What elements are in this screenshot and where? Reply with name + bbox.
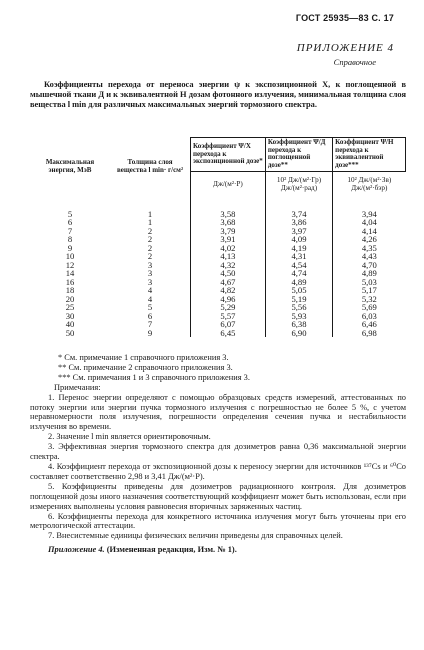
table-cell: 4,43 — [333, 252, 406, 261]
table-cell: 5,03 — [333, 278, 406, 287]
table-cell: 4,09 — [265, 235, 332, 244]
table-cell: 4,54 — [265, 261, 332, 270]
table-cell: 25 — [65, 302, 75, 313]
table-row — [30, 278, 406, 287]
table-cell: 6,38 — [265, 320, 332, 329]
table-cell: 2 — [147, 225, 153, 236]
table-cell: 3,94 — [333, 197, 406, 219]
table-cell: 2 — [147, 251, 153, 262]
table-cell: 4,96 — [191, 295, 266, 304]
table-cell: 8 — [67, 234, 73, 245]
notes-header: Примечания: — [54, 382, 101, 392]
table-cell: 3 — [147, 276, 153, 287]
table-cell: 2 — [147, 234, 153, 245]
table-cell: 7 — [147, 319, 153, 330]
table-cell: 3,97 — [265, 227, 332, 236]
table-cell: 6 — [67, 217, 73, 228]
table-row — [30, 235, 406, 244]
table-cell: 5,17 — [333, 286, 406, 295]
header-coef-exposure: Коэффициент Ψ/X перехода к экспозиционной дозе* — [191, 138, 266, 172]
coefficients-table — [30, 137, 406, 337]
table-cell: 4,70 — [333, 261, 406, 270]
amendment-note — [30, 545, 406, 555]
note-item: 1. Перенос энергии определяют с помощью образцовых средств измерений, аттестованных по потоку энергии или энергии пучка тормозного излучения с погрешностью не более 5 %, с учетом неравномерности поля излучения, погрешности определения сечения пучка и нестабильности излучения во времени. — [30, 392, 406, 432]
table-row — [30, 303, 406, 312]
table-cell: 50 — [65, 327, 75, 338]
table-cell: 16 — [65, 276, 75, 287]
note-item: 2. Значение l min является ориентировочным. — [48, 432, 211, 442]
table-cell: 4,89 — [333, 269, 406, 278]
table-row — [30, 329, 406, 338]
table-cell: 3,79 — [191, 227, 266, 236]
note-item: 3. Эффективная энергия тормозного спектра для дозиметров равна 0,36 максимальной энергии спектра. — [30, 442, 406, 462]
table-row — [30, 244, 406, 253]
standard-header: ГОСТ 25935—83 С. 17 — [295, 13, 394, 23]
table-cell: 3 — [147, 259, 153, 270]
table-cell: 4,19 — [265, 244, 332, 253]
table-cell: 3,91 — [191, 235, 266, 244]
unit-exposure: Дж/(м²·Р) — [191, 171, 266, 196]
table-cell: 5 — [67, 208, 73, 219]
table-cell: 4,35 — [333, 244, 406, 253]
table-cell: 1 — [147, 217, 153, 228]
table-cell: 9 — [147, 327, 153, 338]
table-cell: 4,13 — [191, 252, 266, 261]
intro-text: Коэффициенты перехода от переноса энергии ψ к экспозиционной X, к поглощенной в мышечной ткани Д и к эквивалентной H дозам фотонного излучения, минимальная толщина слоя вещества l min для различных максимальных энергий тормозного спектра. — [30, 80, 406, 109]
table-cell: 4 — [147, 293, 153, 304]
table-cell: 18 — [65, 285, 75, 296]
table-cell: 4,26 — [333, 235, 406, 244]
note-item: 5. Коэффициенты приведены для дозиметров радиационного контроля. Для дозиметров поглощенной дозы иного назначения соответствующий коэффициент может быть использован, если при измерениях выполнены условия равновесия вторичных заряженных частиц. — [30, 481, 406, 511]
table-cell: 3,68 — [191, 218, 266, 227]
table-cell: 5,69 — [333, 303, 406, 312]
table-cell: 5,32 — [333, 295, 406, 304]
table-cell: 5,57 — [191, 312, 266, 321]
table-cell: 2 — [147, 242, 153, 253]
table-cell: 40 — [65, 319, 75, 330]
header-layer-thickness: Толщина слоя вещества l min· г/см² — [116, 158, 184, 175]
table-cell: 5,93 — [265, 312, 332, 321]
table-cell: 6,46 — [333, 320, 406, 329]
table-cell: 5 — [147, 302, 153, 313]
table-cell: 6,98 — [333, 329, 406, 338]
note-item: 7. Внесистемные единицы физических величин приведены для справочных целей. — [48, 531, 343, 541]
table-row — [30, 227, 406, 236]
table-cell: 9 — [67, 242, 73, 253]
table-cell: 4,50 — [191, 269, 266, 278]
table-cell: 14 — [65, 268, 75, 279]
table-cell: 30 — [65, 310, 75, 321]
table-cell: 7 — [67, 225, 73, 236]
table-cell: 4,32 — [191, 261, 266, 270]
notes-section — [30, 353, 406, 555]
table-cell: 6,90 — [265, 329, 332, 338]
table-cell: 4,04 — [333, 218, 406, 227]
table-header-row — [30, 138, 406, 172]
table-cell: 5,19 — [265, 295, 332, 304]
footnote: ** См. примечание 2 справочного приложения 3. — [58, 362, 233, 372]
table-cell: 3 — [147, 268, 153, 279]
table-row — [30, 295, 406, 304]
table-cell: 4,74 — [265, 269, 332, 278]
table-row — [30, 286, 406, 295]
appendix-title: ПРИЛОЖЕНИЕ 4 — [296, 42, 394, 54]
table-cell: 4,82 — [191, 286, 266, 295]
table-row — [30, 197, 406, 219]
table-row — [30, 269, 406, 278]
table-cell: 3,86 — [265, 218, 332, 227]
appendix-reference: Справочное — [333, 57, 376, 67]
table-row — [30, 252, 406, 261]
table-cell: 10 — [65, 251, 75, 262]
table-cell: 4 — [147, 285, 153, 296]
table-cell: 6,45 — [191, 329, 266, 338]
table-cell: 4,02 — [191, 244, 266, 253]
unit-absorbed: 10² Дж/(м²·Гр) Дж/(м²·рад) — [265, 171, 332, 196]
table-cell: 6,07 — [191, 320, 266, 329]
footnote: * См. примечание 1 справочного приложения 3. — [58, 353, 229, 362]
intro-paragraph — [30, 80, 406, 110]
table-cell: 6,03 — [333, 312, 406, 321]
header-max-energy: Максимальная энергия, МэВ — [45, 158, 95, 175]
table-row — [30, 312, 406, 321]
table-row — [30, 261, 406, 270]
amendment-label: Приложение 4. — [48, 545, 105, 555]
table-row — [30, 218, 406, 227]
table-cell: 4,31 — [265, 252, 332, 261]
table-cell: 3,58 — [191, 197, 266, 219]
table-cell: 3,74 — [265, 197, 332, 219]
note-item: 6. Коэффициенты перехода для конкретного источника излучения могут быть уточнены при его метрологической аттестации. — [30, 511, 406, 531]
table-cell: 4,89 — [265, 278, 332, 287]
header-coef-equivalent: Коэффициент Ψ/H перехода к эквивалентной дозе*** — [333, 138, 406, 172]
table-cell: 1 — [147, 208, 153, 219]
table-cell: 5,29 — [191, 303, 266, 312]
header-coef-absorbed: Коэффициент Ψ/Д перехода к поглощенной дозе** — [265, 138, 332, 172]
table-cell: 5,56 — [265, 303, 332, 312]
table-cell: 20 — [65, 293, 75, 304]
note-item: 4. Коэффициент перехода от экспозиционной дозы к переносу энергии для источников ¹³⁷Cs и ⁶⁰Co составляет соответственно 2,98 и 3,41 Дж/(м²·Р). — [30, 461, 406, 481]
unit-equivalent: 10² Дж/(м²·Зв) Дж/(м²·бэр) — [333, 171, 406, 196]
table-cell: 6 — [147, 310, 153, 321]
table-cell: 12 — [65, 259, 75, 270]
table-body — [30, 197, 406, 338]
table-cell: 5,05 — [265, 286, 332, 295]
footnote: *** См. примечания 1 и 3 справочного приложения 3. — [58, 372, 250, 382]
table-row — [30, 320, 406, 329]
table-cell: 4,14 — [333, 227, 406, 236]
amendment-text: (Измененная редакция, Изм. № 1). — [106, 545, 237, 555]
table-cell: 4,67 — [191, 278, 266, 287]
